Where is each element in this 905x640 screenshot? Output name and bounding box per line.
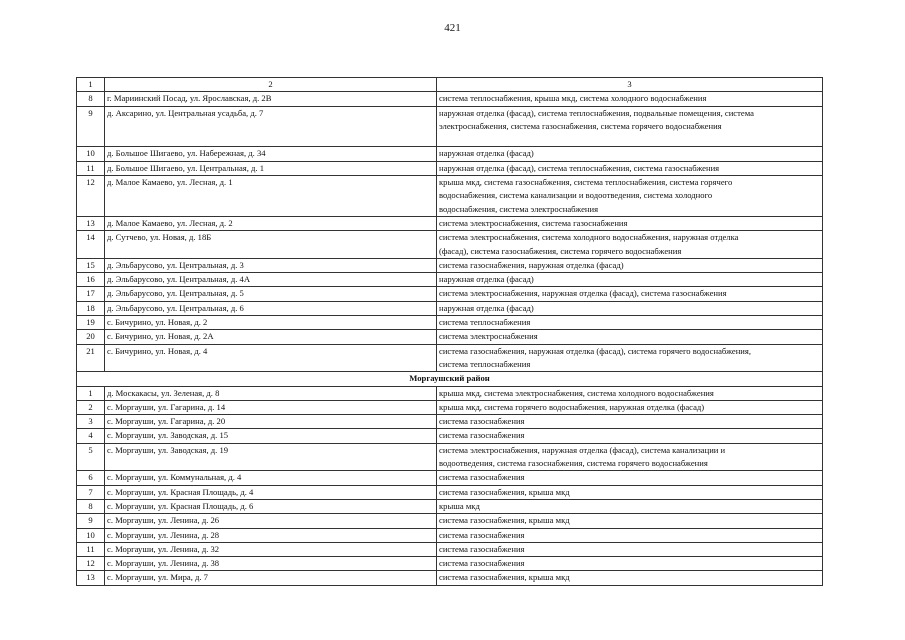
address-cell: д. Большое Шигаево, ул. Центральная, д. 1 <box>105 161 437 175</box>
row-number: 2 <box>77 400 105 414</box>
work-cell <box>437 161 823 175</box>
table-row <box>77 301 823 315</box>
table-row <box>77 443 823 471</box>
table-row <box>77 471 823 485</box>
work-cell <box>437 429 823 443</box>
section-row <box>77 372 823 386</box>
row-number: 3 <box>77 415 105 429</box>
table-row <box>77 92 823 106</box>
work-line: наружная отделка (фасад) <box>439 274 534 285</box>
row-number: 8 <box>77 499 105 513</box>
work-cell <box>437 471 823 485</box>
row-number: 16 <box>77 273 105 287</box>
address-cell: д. Большое Шигаево, ул. Набережная, д. 34 <box>105 147 437 161</box>
table-row <box>77 258 823 272</box>
work-line: наружная отделка (фасад) <box>439 148 534 159</box>
work-cell <box>437 443 823 471</box>
work-cell <box>437 485 823 499</box>
work-line: система газоснабжения <box>439 472 525 483</box>
row-number: 9 <box>77 106 105 147</box>
row-number: 4 <box>77 429 105 443</box>
work-cell <box>437 92 823 106</box>
address-cell: с. Моргауши, ул. Коммунальная, д. 4 <box>105 471 437 485</box>
work-line: система газоснабжения <box>439 543 525 554</box>
row-number: 14 <box>77 231 105 259</box>
work-line: система теплоснабжения <box>439 358 531 369</box>
work-line: система электроснабжения <box>439 331 538 342</box>
work-cell <box>437 386 823 400</box>
work-cell <box>437 106 823 147</box>
table-row <box>77 415 823 429</box>
work-line: система электроснабжения, система газоснабжения <box>439 217 628 228</box>
table-row <box>77 528 823 542</box>
row-number: 13 <box>77 216 105 230</box>
work-line: система теплоснабжения, крыша мкд, система холодного водоснабжения <box>439 93 707 104</box>
table-row <box>77 330 823 344</box>
work-cell <box>437 287 823 301</box>
table-row <box>77 400 823 414</box>
work-cell <box>437 499 823 513</box>
address-cell: д. Малое Камаево, ул. Лесная, д. 1 <box>105 176 437 217</box>
row-number: 13 <box>77 571 105 585</box>
row-number: 10 <box>77 147 105 161</box>
table-row <box>77 287 823 301</box>
row-number: 19 <box>77 316 105 330</box>
work-cell <box>437 400 823 414</box>
address-cell: д. Москакасы, ул. Зеленая, д. 8 <box>105 386 437 400</box>
row-number: 5 <box>77 443 105 471</box>
work-line <box>439 133 820 146</box>
address-cell: с. Моргауши, ул. Ленина, д. 28 <box>105 528 437 542</box>
address-cell: с. Моргауши, ул. Гагарина, д. 14 <box>105 400 437 414</box>
row-number: 6 <box>77 471 105 485</box>
table-row <box>77 386 823 400</box>
row-number: 21 <box>77 344 105 372</box>
table-row <box>77 147 823 161</box>
work-line: крыша мкд, система электроснабжения, система холодного водоснабжения <box>439 387 714 398</box>
row-number: 12 <box>77 557 105 571</box>
work-line: электроснабжения, система газоснабжения, система горячего водоснабжения <box>439 120 722 131</box>
table-row <box>77 273 823 287</box>
address-cell: с. Моргауши, ул. Красная Площадь, д. 6 <box>105 499 437 513</box>
table-row <box>77 557 823 571</box>
row-number: 11 <box>77 161 105 175</box>
header-col-3: 3 <box>437 78 823 92</box>
work-table <box>76 77 823 586</box>
work-line: крыша мкд <box>439 500 480 511</box>
address-cell: д. Сутчево, ул. Новая, д. 18Б <box>105 231 437 259</box>
row-number: 18 <box>77 301 105 315</box>
address-cell: с. Моргауши, ул. Ленина, д. 26 <box>105 514 437 528</box>
work-line: система теплоснабжения <box>439 317 531 328</box>
work-line: система газоснабжения <box>439 558 525 569</box>
work-line: крыша мкд, система горячего водоснабжения, наружная отделка (фасад) <box>439 401 705 412</box>
row-number: 10 <box>77 528 105 542</box>
address-cell: с. Моргауши, ул. Гагарина, д. 20 <box>105 415 437 429</box>
work-line: наружная отделка (фасад), система теплоснабжения, система газоснабжения <box>439 162 720 173</box>
work-cell <box>437 176 823 217</box>
address-cell: г. Мариинский Посад, ул. Ярославская, д. 2В <box>105 92 437 106</box>
work-cell <box>437 147 823 161</box>
work-line: система газоснабжения <box>439 430 525 441</box>
work-cell <box>437 542 823 556</box>
table-row <box>77 176 823 217</box>
row-number: 1 <box>77 386 105 400</box>
header-col-2: 2 <box>105 78 437 92</box>
work-line: наружная отделка (фасад), система теплоснабжения, подвальные помещения, система <box>439 107 754 118</box>
work-cell <box>437 344 823 372</box>
work-cell <box>437 415 823 429</box>
work-cell <box>437 216 823 230</box>
work-cell <box>437 557 823 571</box>
work-cell <box>437 316 823 330</box>
address-cell: с. Моргауши, ул. Ленина, д. 38 <box>105 557 437 571</box>
table-row <box>77 542 823 556</box>
work-line: система газоснабжения, наружная отделка (фасад), система горячего водоснабжения, <box>439 345 752 356</box>
address-cell: с. Моргауши, ул. Заводская, д. 19 <box>105 443 437 471</box>
address-cell: с. Бичурино, ул. Новая, д. 4 <box>105 344 437 372</box>
work-line: система электроснабжения, наружная отделка (фасад), система канализации и <box>439 444 726 455</box>
work-cell <box>437 528 823 542</box>
work-line: система газоснабжения, крыша мкд <box>439 515 570 526</box>
table-row <box>77 161 823 175</box>
work-line: водоснабжения, система электроснабжения <box>439 203 599 214</box>
work-line: система электроснабжения, система холодного водоснабжения, наружная отделка <box>439 232 739 243</box>
address-cell: д. Эльбарусово, ул. Центральная, д. 6 <box>105 301 437 315</box>
row-number: 12 <box>77 176 105 217</box>
row-number: 11 <box>77 542 105 556</box>
work-line: крыша мкд, система газоснабжения, система теплоснабжения, система горячего <box>439 177 733 188</box>
address-cell: с. Бичурино, ул. Новая, д. 2А <box>105 330 437 344</box>
work-cell <box>437 330 823 344</box>
work-cell <box>437 571 823 585</box>
table-row <box>77 485 823 499</box>
row-number: 15 <box>77 258 105 272</box>
address-cell: с. Моргауши, ул. Мира, д. 7 <box>105 571 437 585</box>
address-cell: с. Бичурино, ул. Новая, д. 2 <box>105 316 437 330</box>
work-line: водоотведения, система газоснабжения, система горячего водоснабжения <box>439 458 708 469</box>
section-title: Моргаушский район <box>77 372 823 386</box>
table-row <box>77 316 823 330</box>
address-cell: д. Аксарино, ул. Центральная усадьба, д. 7 <box>105 106 437 147</box>
work-table-body <box>77 78 823 586</box>
table-row <box>77 429 823 443</box>
table-row <box>77 514 823 528</box>
work-line: система газоснабжения, крыша мкд <box>439 572 570 583</box>
row-number: 7 <box>77 485 105 499</box>
work-line: система газоснабжения, крыша мкд <box>439 486 570 497</box>
table-row <box>77 106 823 147</box>
work-line: (фасад), система газоснабжения, система горячего водоснабжения <box>439 245 682 256</box>
work-line: наружная отделка (фасад) <box>439 302 534 313</box>
row-number: 9 <box>77 514 105 528</box>
work-cell <box>437 231 823 259</box>
work-cell <box>437 258 823 272</box>
table-row <box>77 344 823 372</box>
header-col-1: 1 <box>77 78 105 92</box>
table-row <box>77 499 823 513</box>
page-number: 421 <box>444 22 461 34</box>
work-line: система газоснабжения <box>439 416 525 427</box>
work-cell <box>437 273 823 287</box>
work-line: водоснабжения, система канализации и водоотведения, система холодного <box>439 190 713 201</box>
work-cell <box>437 514 823 528</box>
table-row <box>77 571 823 585</box>
row-number: 17 <box>77 287 105 301</box>
address-cell: с. Моргауши, ул. Ленина, д. 32 <box>105 542 437 556</box>
work-cell <box>437 301 823 315</box>
table-row <box>77 216 823 230</box>
row-number: 20 <box>77 330 105 344</box>
work-line: система газоснабжения <box>439 529 525 540</box>
address-cell: с. Моргауши, ул. Заводская, д. 15 <box>105 429 437 443</box>
work-line: система электроснабжения, наружная отделка (фасад), система газоснабжения <box>439 288 727 299</box>
address-cell: с. Моргауши, ул. Красная Площадь, д. 4 <box>105 485 437 499</box>
address-cell: д. Эльбарусово, ул. Центральная, д. 4А <box>105 273 437 287</box>
row-number: 8 <box>77 92 105 106</box>
address-cell: д. Малое Камаево, ул. Лесная, д. 2 <box>105 216 437 230</box>
work-line: система газоснабжения, наружная отделка (фасад) <box>439 259 624 270</box>
table-header-row <box>77 78 823 92</box>
address-cell: д. Эльбарусово, ул. Центральная, д. 5 <box>105 287 437 301</box>
address-cell: д. Эльбарусово, ул. Центральная, д. 3 <box>105 258 437 272</box>
table-row <box>77 231 823 259</box>
